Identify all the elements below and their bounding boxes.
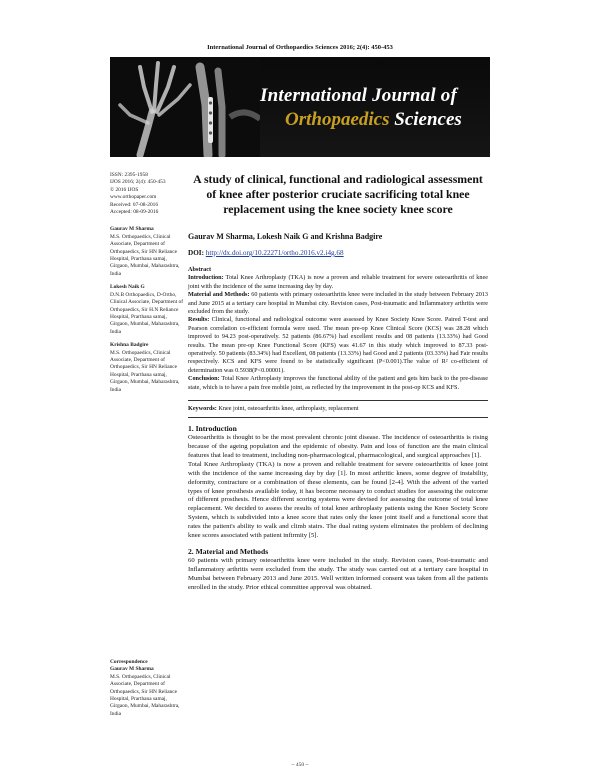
author-affiliation: M.S. Orthopaedics, Clinical Associate, Department of Orthopaedics, Sir HN Reliance Hospital, Prarthana samaj, Girgaon, Mumbai, Maharashtra, India	[110, 349, 180, 393]
author-name: Lokesh Naik G	[110, 284, 145, 291]
banner-title-line1: International Journal of	[260, 85, 457, 106]
keywords-label: Keywords:	[188, 405, 217, 413]
journal-meta	[110, 172, 186, 216]
doi-line	[188, 249, 488, 257]
author-name: Gaurav M Sharma	[110, 226, 154, 233]
ijos-citation: IJOS 2016; 2(4): 450-453	[110, 179, 166, 186]
banner-word-orthopaedics: Orthopaedics	[285, 109, 390, 130]
abstract-intro-text: Total Knee Arthroplasty (TKA) is now a proven and reliable treatment for severe osteoarthritis of knee joint with the incidence of the same increasing day by day.	[188, 274, 488, 290]
author-affiliation: M.S. Orthopaedics, Clinical Associate, Department of Orthopaedics, Sir HN Reliance Hospital, Prarthana samaj, Girgaon, Mumbai, Maharashtra, India	[110, 233, 180, 277]
intro-paragraph-1: Osteoarthritis is thought to be the most prevalent chronic joint disease. The incidence of osteoarthritis is rising because of the ageing population and the epidemic of obesity. Pain and loss of function are the main clinical features that lead to treatment, including non-pharmacological, pharmacological, and surgical approaches [1].	[188, 434, 488, 459]
sidebar	[110, 172, 186, 394]
journal-banner	[110, 57, 490, 157]
abstract-methods-text: 60 patients with primary osteoarthritis knee were included in the study between February 2013 and June 2015 at a tertiary care hospital in Mumbai city. Revision cases, Post-traumatic and Inflammatory arthritis were excluded from the study.	[188, 291, 488, 316]
abstract	[188, 266, 488, 392]
abstract-methods-heading: Material and Methods:	[188, 291, 250, 299]
abstract-methods	[188, 291, 488, 316]
methods-paragraph-1: 60 patients with primary osteoarthritis knee were included in the study. Revision cases, Post-traumatic and Inflammatory arthritis were excluded from the study. The study was carried out at a tertiary care hospital in Mumbai between February 2013 and June 2015. Well written informed consent was taken from all the patients enrolled in the study. Prior ethical committee approval was obtained.	[188, 556, 488, 591]
section-heading-methods: 2. Material and Methods	[188, 546, 269, 556]
sidebar-author	[110, 342, 186, 394]
divider	[188, 400, 488, 401]
running-head: International Journal of Orthopaedics Sciences 2016; 2(4): 450-453	[207, 44, 393, 51]
doi-link[interactable]: http://dx.doi.org/10.22271/ortho.2016.v2.i4g.68	[205, 249, 344, 257]
abstract-introduction	[188, 274, 488, 291]
divider	[188, 417, 488, 418]
sidebar-author	[110, 226, 186, 278]
article-main	[188, 172, 488, 593]
issn: ISSN: 2395-1958	[110, 172, 148, 178]
abstract-conclusion-text: Total Knee Arthroplasty improves the functional ability of the patient and gets him back to the pre-disease state, which is to have a pain free mobile joint, as reflected by the improvement in the post-op KCS and KFS.	[188, 375, 488, 391]
abstract-results-heading: Results:	[188, 316, 210, 324]
author-affiliation: D.N.B Orthopaedics, D-Ortho, Clinical Associate, Department of Orthopaedics, Sir H.N Reliance Hospital, Prarthana samaj, Girgaon, Mumbai, Maharashtra, India	[110, 291, 184, 335]
banner-title-line2	[285, 109, 462, 131]
website[interactable]: www.orthopaper.com	[110, 194, 157, 201]
keywords-text: Knee joint, osteoarthritis knee, arthroplasty, replacement	[218, 405, 359, 413]
article-authors: Gaurav M Sharma, Lokesh Naik G and Krishna Badgire	[188, 232, 383, 241]
abstract-results	[188, 316, 488, 375]
xray-hand-image	[110, 57, 260, 157]
abstract-conclusion	[188, 375, 488, 392]
article-title: A study of clinical, functional and radiological assessment of knee after posterior cruciate sacrificing total knee replacement using the knee society knee score	[193, 172, 483, 216]
sidebar-author	[110, 284, 186, 336]
abstract-results-text: Clinical, functional and radiological outcome were assessed by Knee Society Knee Score. Paired T-test and Pearson correlation co-efficient formula were used. The mean pre-op Knee Clinical Score (KCS) was 28.28 which improved to 94.23 post-operatively. 52 patients (86.67%) had excellent results and 08 patients (13.33%) had Good results. The mean pre-op Knee Functional Score (KFS) was 41.67 in this study which improved to 87.33 post-operatively. 50 patients (83.34%) had Excellent, 08 patients (13.33%) had Good and 2 patients (03.33%) had Fair results respectively. KCS and KFS were found to be statistically significant (P<0.001).The value of R² co-efficient of determination was 0.5938(P<0.00001).	[188, 316, 489, 374]
copyright: © 2016 IJOS	[110, 186, 139, 193]
keywords	[188, 405, 488, 413]
banner-word-sciences: Sciences	[394, 109, 462, 130]
section-heading-introduction: 1. Introduction	[188, 424, 237, 434]
correspondence-name: Gaurav M Sharma	[110, 666, 154, 673]
correspondence-header: Correspondence	[110, 659, 148, 665]
page-number: ~ 450 ~	[291, 762, 309, 768]
abstract-conclusion-heading: Conclusion:	[188, 375, 220, 383]
correspondence-affiliation: M.S. Orthopaedics, Clinical Associate, Department of Orthopaedics, Sir HN Reliance Hospital, Prarthana samaj, Girgaon, Mumbai, Maharashtra, India	[110, 673, 180, 717]
abstract-intro-heading: Introduction:	[188, 274, 224, 282]
abstract-heading: Abstract	[188, 266, 212, 273]
accepted-date: Accepted: 08-09-2016	[110, 209, 159, 216]
correspondence	[110, 659, 186, 718]
received-date: Received: 07-08-2016	[110, 201, 159, 208]
doi-label: DOI:	[188, 249, 204, 257]
author-name: Krishna Badgire	[110, 342, 149, 349]
intro-paragraph-2: Total Knee Arthroplasty (TKA) is now a proven and reliable treatment for severe osteoarthritis of knee joint with the incidence of the same increasing day by day [1]. In most arthritic knees, some degree of instability, deformity, contracture or a combination of these elements, can be found [2-4]. With the advent of the varied types of knee prosthesis available today, it has become necessary to conduct studies for assessing the outcome of different prosthesis. Hence different scoring systems were devised for assessing the outcome of total knee replacement. We decided to assess the results of total knee arthroplasty patients using the Knee Society Score System, which is subdivided into a knee score that rates only the knee joint itself and a functional score that rates the patient's ability to walk and climb stairs. The dual rating system eliminates the problem of declining knee scores associated with patient infirmity [5].	[188, 460, 488, 540]
